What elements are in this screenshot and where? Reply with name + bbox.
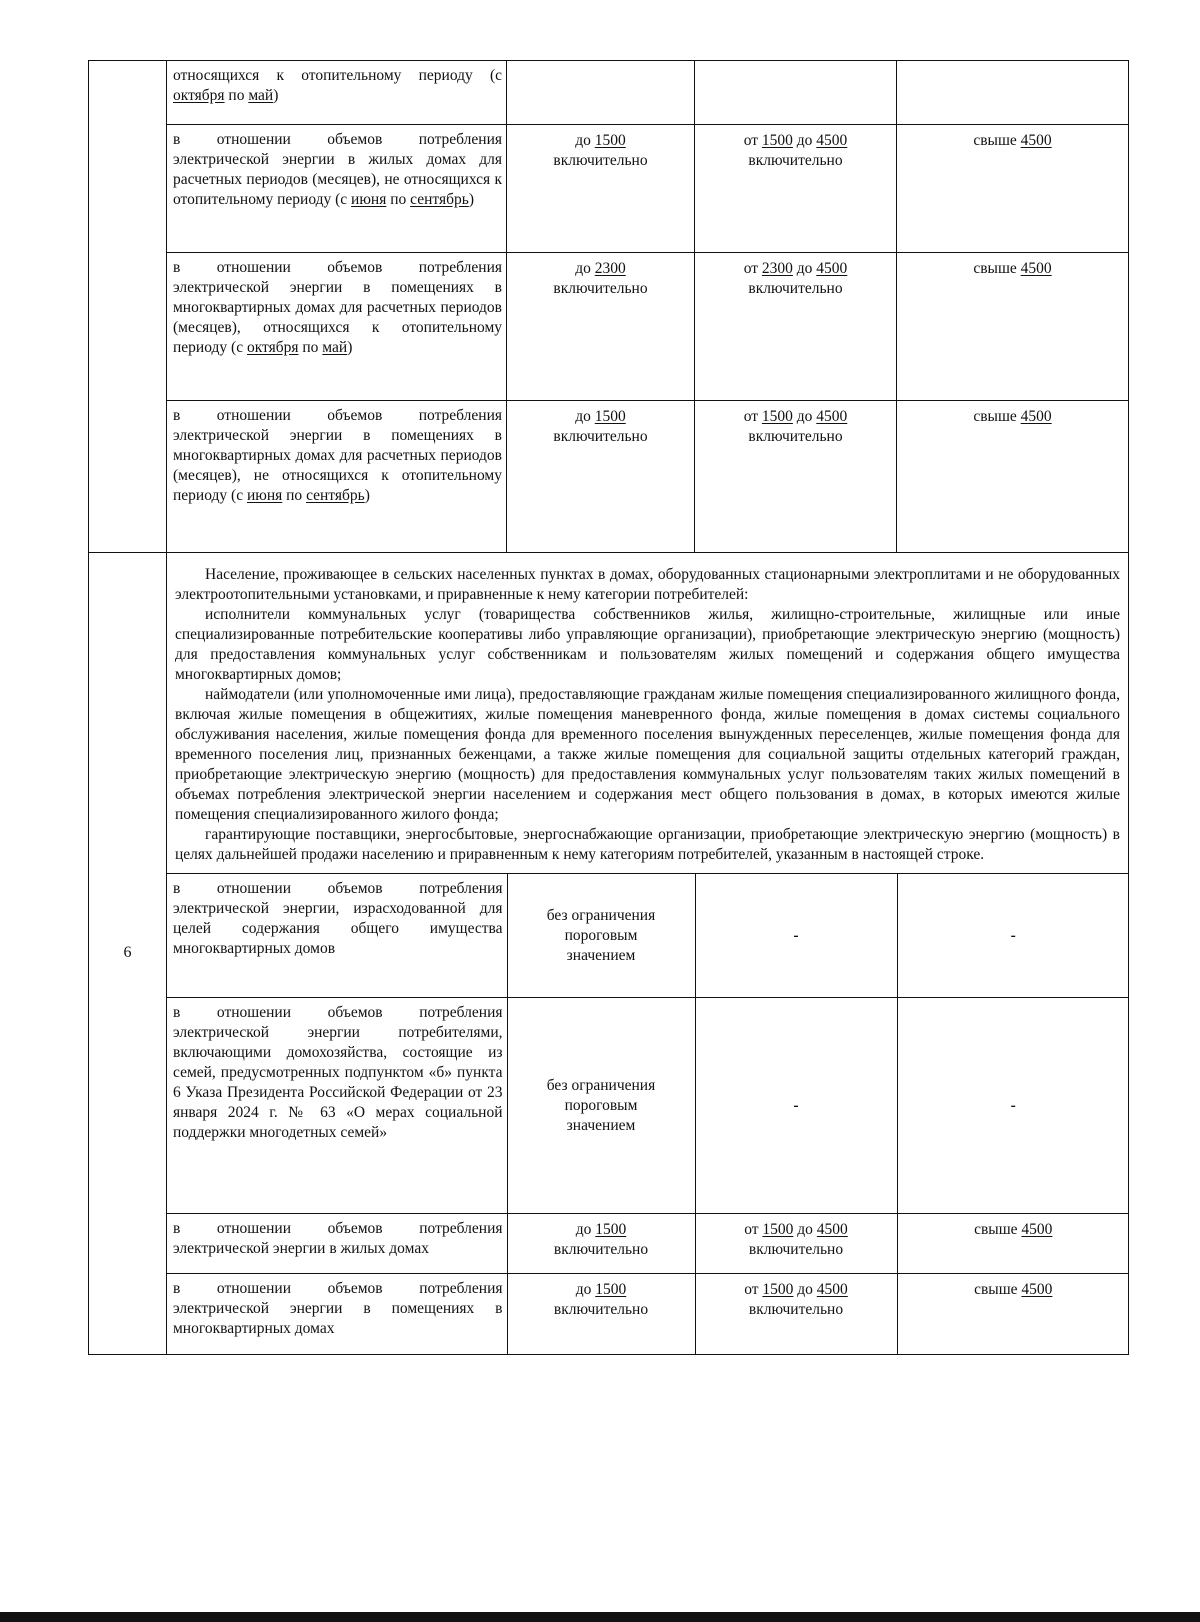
threshold-mid: - [695, 874, 897, 998]
underlined-value: 1500 [594, 408, 626, 425]
underlined-value: 4500 [1021, 1281, 1053, 1298]
section-number: 6 [89, 553, 167, 1355]
underlined-value: октября [246, 339, 299, 356]
underlined-value: 4500 [816, 408, 848, 425]
underlined-value: 1500 [761, 408, 793, 425]
row-description: в отношении объемов потребления электрической энергии в помещениях в многоквартирных домах [167, 1274, 507, 1354]
table-row [89, 61, 1129, 125]
underlined-value: июня [351, 191, 387, 208]
section-6-content [167, 553, 1129, 1355]
paragraph-landlords: наймодатели (или уполномоченные ими лица), предоставляющие гражданам жилые помещения специализированного жилищного фонда, включая жилые помещения в общежитиях, жилые помещения маневренного фонда, жилые помещения в домах системы социального обслуживания населения, жилые помещения фонда для временного поселения вынужденных переселенцев, жилые помещения фонда для временного поселения лиц, признанных беженцами, а также жилые помещения для социальной защиты отдельных категорий граждан, приобретающие электрическую энергию (мощность) для предоставления коммунальных услуг пользователям таких жилых помещений в объемах потребления электрической энергии населением и содержания мест общего пользования в домах, в которых имеются жилые помещения специализированного жилого фонда; [175, 686, 1120, 823]
paragraph-suppliers: гарантирующие поставщики, энергосбытовые, энергоснабжающие организации, приобретающие электрическую энергию (мощность) в целях дальнейшей продажи населению и приравненным к нему категориям потребителей, указанным в настоящей строке. [175, 826, 1120, 863]
underlined-value: 1500 [594, 132, 626, 149]
table-row [167, 1214, 1129, 1274]
underlined-value: 4500 [1020, 408, 1052, 425]
table-row [89, 401, 1129, 553]
threshold-mid: от 2300 до 4500 включительно [695, 253, 897, 401]
underlined-value: 4500 [816, 1281, 848, 1298]
table-row [89, 253, 1129, 401]
section-6-thresholds [167, 873, 1129, 1354]
threshold-low: до 2300 включительно [507, 253, 695, 401]
paragraph-executors: исполнители коммунальных услуг (товарищества собственников жилья, жилищно-строительные, жилищные или иные специализированные потребительские кооперативы либо управляющие организации), приобретающие электрическую энергию (мощность) для предоставления коммунальных услуг собственникам и пользователям жилых помещений и содержания общего имущества многоквартирных домов; [175, 606, 1120, 683]
row-description: в отношении объемов потребления электрической энергии, израсходованной для целей содержания общего имущества многоквартирных домов [167, 874, 507, 998]
threshold-high: - [897, 874, 1129, 998]
underlined-value: сентябрь [410, 191, 469, 208]
underlined-value: 1500 [595, 1281, 627, 1298]
scan-edge-bar [0, 1612, 1200, 1622]
row-description: в отношении объемов потребления электрической энергии потребителями, включающими домохозяйства, состоящие из семей, предусмотренных подпунктом «б» пункта 6 Указа Президента Российской Федерации от 23 января 2024 г. № 63 «О мерах социальной поддержки многодетных семей» [167, 998, 507, 1214]
underlined-value: сентябрь [306, 487, 365, 504]
paragraph-intro: Население, проживающее в сельских населенных пунктах в домах, оборудованных стационарными электроплитами и не оборудованных электроотопительными установками, и приравненные к нему категории потребителей: [175, 566, 1120, 603]
table-row [167, 1274, 1129, 1354]
underlined-value: октября [173, 87, 225, 104]
underlined-value: 4500 [1021, 1221, 1053, 1238]
threshold-low [507, 61, 695, 125]
section-6-row [89, 553, 1129, 1355]
threshold-low: до 1500 включительно [507, 125, 695, 253]
underlined-value: 4500 [1020, 132, 1052, 149]
underlined-value: 4500 [816, 260, 848, 277]
table-row [167, 874, 1129, 998]
underlined-value: 4500 [816, 1221, 848, 1238]
underlined-value: 1500 [762, 1281, 794, 1298]
threshold-high: свыше 4500 [897, 401, 1129, 553]
threshold-high: свыше 4500 [897, 125, 1129, 253]
threshold-low: до 1500 включительно [507, 401, 695, 553]
threshold-high: свыше 4500 [897, 1274, 1129, 1354]
underlined-value: 4500 [816, 132, 848, 149]
threshold-high: свыше 4500 [897, 253, 1129, 401]
underlined-value: 2300 [761, 260, 793, 277]
threshold-low: до 1500 включительно [507, 1274, 695, 1354]
row-description: относящихся к отопительному периоду (с октября по май) [167, 61, 507, 125]
threshold-low: до 1500 включительно [507, 1214, 695, 1274]
threshold-low: без ограничения пороговым значением [507, 998, 695, 1214]
threshold-high: - [897, 998, 1129, 1214]
underlined-value: май [322, 339, 348, 356]
underlined-value: 1500 [761, 132, 793, 149]
section-6-text [167, 553, 1128, 873]
threshold-mid: - [695, 998, 897, 1214]
row-description: в отношении объемов потребления электрической энергии в жилых домах для расчетных периодов (месяцев), не относящихся к отопительному периоду (с июня по сентябрь) [167, 125, 507, 253]
underlined-value: май [248, 87, 274, 104]
threshold-low: без ограничения пороговым значением [507, 874, 695, 998]
table-row [89, 125, 1129, 253]
threshold-mid: от 1500 до 4500 включительно [695, 1274, 897, 1354]
threshold-high: свыше 4500 [897, 1214, 1129, 1274]
threshold-mid: от 1500 до 4500 включительно [695, 1214, 897, 1274]
threshold-mid: от 1500 до 4500 включительно [695, 125, 897, 253]
underlined-value: июня [246, 487, 283, 504]
row-description: в отношении объемов потребления электрической энергии в помещениях в многоквартирных домах для расчетных периодов (месяцев), не относящихся к отопительному периоду (с июня по сентябрь) [167, 401, 507, 553]
threshold-mid [695, 61, 897, 125]
underlined-value: 2300 [594, 260, 626, 277]
threshold-mid: от 1500 до 4500 включительно [695, 401, 897, 553]
row-description: в отношении объемов потребления электрической энергии в жилых домах [167, 1214, 507, 1274]
threshold-high [897, 61, 1129, 125]
underlined-value: 1500 [762, 1221, 794, 1238]
tariff-table [88, 60, 1129, 1355]
underlined-value: 1500 [595, 1221, 627, 1238]
row-number-cell [89, 61, 167, 553]
underlined-value: 4500 [1020, 260, 1052, 277]
row-description: в отношении объемов потребления электрической энергии в помещениях в многоквартирных домах для расчетных периодов (месяцев), относящихся к отопительному периоду (с октября по май) [167, 253, 507, 401]
table-row [167, 998, 1129, 1214]
